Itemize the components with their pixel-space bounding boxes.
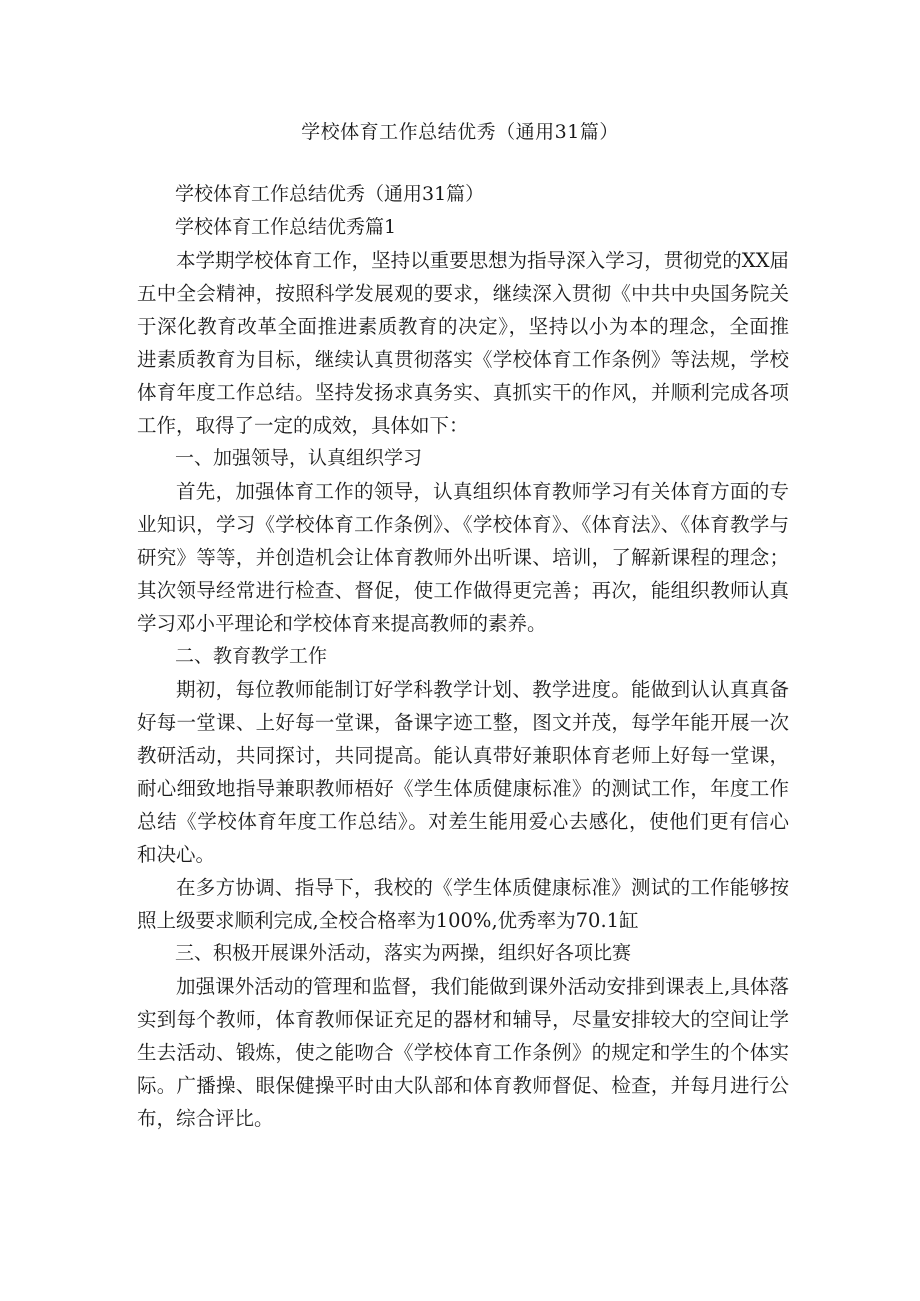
body-paragraph: 期初，每位教师能制订好学科教学计划、教学进度。能做到认认真真备好每一堂课、上好每一堂课，备课字迹工整，图文并茂，每学年能开展一次教研活动，共同探讨，共同提高。能认真带好兼职体育老师上好每一堂课，耐心细致地指导兼职教师梧好《学生体质健康标准》的测试工作，年度工作总结《学校体育年度工作总结》。对差生能用爱心去感化，使他们更有信心和决心。	[137, 678, 789, 866]
section-heading: 二、教育教学工作	[175, 645, 328, 667]
document-title: 学校体育工作总结优秀（通用31篇）	[301, 121, 619, 143]
body-paragraph: 本学期学校体育工作，坚持以重要思想为指导深入学习，贯彻党的XX届五中全会精神，按照科学发展观的要求，继续深入贯彻《中共中央国务院关于深化教育改革全面推进素质教育的决定》，坚持以小为本的理念，全面推进素质教育为目标，继续认真贯彻落实《学校体育工作条例》等法规，学校体育年度工作总结。坚持发扬求真务实、真抓实干的作风，并顺利完成各项工作，取得了一定的成效，具体如下：	[137, 249, 789, 437]
body-paragraph: 首先，加强体育工作的领导，认真组织体育教师学习有关体育方面的专业知识，学习《学校体育工作条例》、《学校体育》、《体育法》、《体育教学与研究》等等，并创造机会让体育教师外出听课、培训，了解新课程的理念；其次领导经常进行检查、督促，使工作做得更完善；再次，能组织教师认真学习邓小平理论和学校体育来提高教师的素养。	[137, 480, 789, 635]
body-paragraph: 加强课外活动的管理和监督，我们能做到课外活动安排到课表上,具体落实到每个教师，体育教师保证充足的器材和辅导，尽量安排较大的空间让学生去活动、锻炼，使之能吻合《学校体育工作条例》的规定和学生的个体实际。广播操、眼保健操平时由大队部和体育教师督促、检查，并每月进行公布，综合评比。	[137, 975, 789, 1130]
section-heading: 学校体育工作总结优秀篇1	[175, 216, 397, 238]
document-body	[137, 178, 789, 1135]
body-paragraph: 在多方协调、指导下，我校的《学生体质健康标准》测试的工作能够按照上级要求顺利完成,全校合格率为100%,优秀率为70.1缸	[137, 876, 789, 932]
section-heading: 一、加强领导，认真组织学习	[175, 447, 423, 469]
section-heading: 三、积极开展课外活动，落实为两操，组织好各项比赛	[175, 942, 632, 964]
subtitle-paragraph: 学校体育工作总结优秀（通用31篇）	[175, 183, 485, 205]
